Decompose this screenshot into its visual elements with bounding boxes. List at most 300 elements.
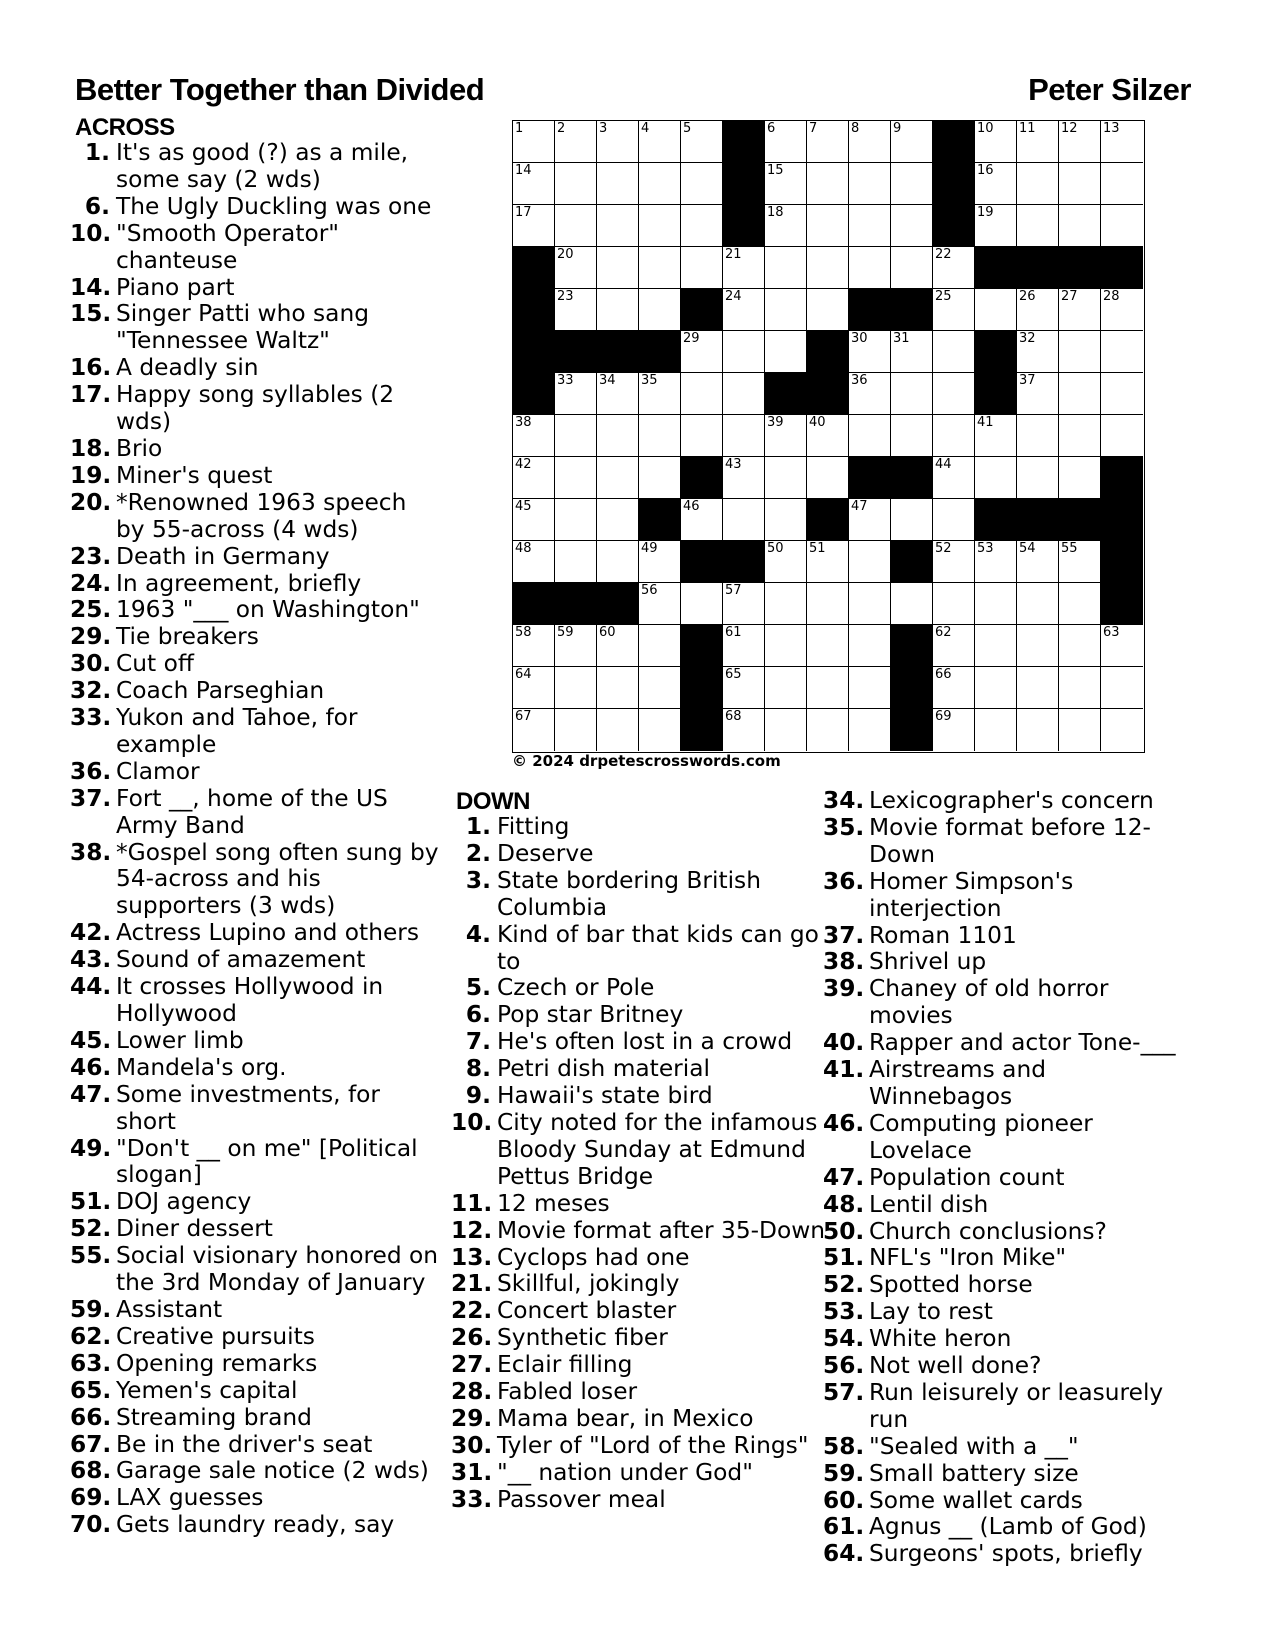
clue-number: 64 . xyxy=(823,1541,863,1568)
cell-number: 16 xyxy=(977,163,994,178)
clue-item xyxy=(451,1298,831,1325)
grid-cell[interactable] xyxy=(639,583,681,625)
grid-cell[interactable] xyxy=(765,331,807,373)
grid-block xyxy=(975,499,1017,541)
grid-cell[interactable] xyxy=(1101,373,1143,415)
grid-cell[interactable] xyxy=(597,121,639,163)
grid-cell[interactable] xyxy=(807,541,849,583)
cell-number: 45 xyxy=(515,499,532,514)
grid-cell[interactable] xyxy=(933,499,975,541)
grid-cell[interactable] xyxy=(639,121,681,163)
grid-cell[interactable] xyxy=(639,457,681,499)
grid-block xyxy=(891,541,933,583)
grid-cell[interactable] xyxy=(555,541,597,583)
grid-cell[interactable] xyxy=(681,163,723,205)
clue-item xyxy=(451,1433,831,1460)
grid-cell[interactable] xyxy=(975,667,1017,709)
grid-cell[interactable] xyxy=(1059,583,1101,625)
cell-number: 58 xyxy=(515,625,532,640)
cell-number: 5 xyxy=(683,121,692,136)
grid-cell[interactable] xyxy=(1101,625,1143,667)
clue-text: "Sealed with a __" xyxy=(869,1432,1079,1460)
grid-cell[interactable] xyxy=(975,457,1017,499)
clue-text: Lentil dish xyxy=(869,1190,989,1218)
grid-cell[interactable] xyxy=(1059,457,1101,499)
grid-cell[interactable] xyxy=(849,625,891,667)
grid-cell[interactable] xyxy=(555,625,597,667)
grid-cell[interactable] xyxy=(849,709,891,751)
grid-cell[interactable] xyxy=(555,373,597,415)
grid-cell[interactable] xyxy=(681,331,723,373)
clue-number: 61 . xyxy=(823,1514,863,1541)
grid-cell[interactable] xyxy=(765,625,807,667)
cell-number: 69 xyxy=(935,709,952,724)
clue-item xyxy=(823,1057,1193,1111)
grid-cell[interactable] xyxy=(513,205,555,247)
grid-cell[interactable] xyxy=(723,331,765,373)
grid-cell[interactable] xyxy=(1017,625,1059,667)
grid-cell[interactable] xyxy=(597,373,639,415)
grid-cell[interactable] xyxy=(1017,121,1059,163)
cell-number: 23 xyxy=(557,289,574,304)
clue-item xyxy=(823,1461,1193,1488)
grid-cell[interactable] xyxy=(849,163,891,205)
grid-cell[interactable] xyxy=(1059,289,1101,331)
clue-number: 60 . xyxy=(823,1488,863,1515)
cell-number: 60 xyxy=(599,625,616,640)
grid-cell[interactable] xyxy=(597,541,639,583)
grid-cell[interactable] xyxy=(723,415,765,457)
grid-cell[interactable] xyxy=(681,373,723,415)
grid-cell[interactable] xyxy=(849,583,891,625)
grid-cell[interactable] xyxy=(555,247,597,289)
clue-number: 41 . xyxy=(823,1057,863,1111)
clue-text: LAX guesses xyxy=(116,1484,264,1512)
grid-cell[interactable] xyxy=(723,583,765,625)
grid-cell[interactable] xyxy=(555,709,597,751)
grid-cell[interactable] xyxy=(849,247,891,289)
clue-text: Creative pursuits xyxy=(116,1322,315,1350)
grid-cell[interactable] xyxy=(807,415,849,457)
grid-cell[interactable] xyxy=(1059,331,1101,373)
grid-cell[interactable] xyxy=(555,499,597,541)
grid-block xyxy=(933,163,975,205)
clue-item xyxy=(823,1030,1193,1057)
clue-item xyxy=(451,1218,831,1245)
grid-cell[interactable] xyxy=(1017,457,1059,499)
cell-number: 7 xyxy=(809,121,818,136)
crossword-grid[interactable] xyxy=(512,120,1145,753)
grid-cell[interactable] xyxy=(849,205,891,247)
grid-cell[interactable] xyxy=(555,667,597,709)
grid-cell[interactable] xyxy=(933,373,975,415)
grid-cell[interactable] xyxy=(597,499,639,541)
grid-cell[interactable] xyxy=(513,457,555,499)
grid-cell[interactable] xyxy=(681,121,723,163)
grid-cell[interactable] xyxy=(1017,667,1059,709)
puzzle-author: Peter Silzer xyxy=(1028,72,1191,107)
grid-cell[interactable] xyxy=(555,205,597,247)
grid-cell[interactable] xyxy=(513,541,555,583)
grid-cell[interactable] xyxy=(933,247,975,289)
grid-cell[interactable] xyxy=(597,667,639,709)
clue-text: Lower limb xyxy=(116,1026,244,1054)
clue-item xyxy=(823,1299,1193,1326)
clue-text: "Smooth Operator" chanteuse xyxy=(116,219,340,274)
clue-text: It's as good (?) as a mile, some say (2 wds) xyxy=(116,139,409,193)
grid-cell[interactable] xyxy=(891,163,933,205)
grid-cell[interactable] xyxy=(807,709,849,751)
grid-cell[interactable] xyxy=(597,205,639,247)
grid-block xyxy=(891,457,933,499)
grid-cell[interactable] xyxy=(765,583,807,625)
grid-cell[interactable] xyxy=(597,625,639,667)
clue-number: 33 . xyxy=(70,705,110,759)
grid-cell[interactable] xyxy=(723,373,765,415)
grid-cell[interactable] xyxy=(975,205,1017,247)
clue-text: Clamor xyxy=(116,757,200,785)
grid-cell[interactable] xyxy=(681,247,723,289)
clue-number: 9 . xyxy=(451,1083,491,1110)
grid-block xyxy=(891,667,933,709)
grid-cell[interactable] xyxy=(513,121,555,163)
grid-cell[interactable] xyxy=(1101,205,1143,247)
grid-cell[interactable] xyxy=(639,667,681,709)
grid-cell[interactable] xyxy=(933,541,975,583)
clue-number: 6 . xyxy=(70,194,110,221)
grid-cell[interactable] xyxy=(1101,121,1143,163)
grid-block xyxy=(1101,583,1143,625)
grid-cell[interactable] xyxy=(1017,205,1059,247)
grid-cell[interactable] xyxy=(807,583,849,625)
clue-text: Eclair filling xyxy=(497,1351,633,1379)
clue-number: 5 . xyxy=(451,975,491,1002)
clue-item xyxy=(70,1485,440,1512)
clue-text: Shrivel up xyxy=(869,948,987,976)
grid-cell[interactable] xyxy=(765,709,807,751)
grid-cell[interactable] xyxy=(555,415,597,457)
grid-cell[interactable] xyxy=(723,709,765,751)
clue-number: 54 . xyxy=(823,1326,863,1353)
grid-cell[interactable] xyxy=(891,247,933,289)
clue-text: Synthetic fiber xyxy=(497,1324,668,1352)
grid-cell[interactable] xyxy=(765,457,807,499)
grid-cell[interactable] xyxy=(975,541,1017,583)
grid-cell[interactable] xyxy=(1017,541,1059,583)
grid-cell[interactable] xyxy=(1059,625,1101,667)
grid-cell[interactable] xyxy=(1059,205,1101,247)
grid-cell[interactable] xyxy=(933,709,975,751)
grid-cell[interactable] xyxy=(891,205,933,247)
clue-text: Petri dish material xyxy=(497,1055,710,1083)
clue-number: 37 . xyxy=(823,923,863,950)
grid-cell[interactable] xyxy=(891,499,933,541)
grid-cell[interactable] xyxy=(639,625,681,667)
grid-cell[interactable] xyxy=(723,247,765,289)
grid-cell[interactable] xyxy=(1017,415,1059,457)
clue-item xyxy=(70,705,440,759)
grid-cell[interactable] xyxy=(597,289,639,331)
grid-cell[interactable] xyxy=(1059,541,1101,583)
grid-cell[interactable] xyxy=(975,163,1017,205)
grid-cell[interactable] xyxy=(639,709,681,751)
clue-text: Roman 1101 xyxy=(869,921,1017,949)
grid-cell[interactable] xyxy=(639,247,681,289)
grid-cell[interactable] xyxy=(849,373,891,415)
cell-number: 34 xyxy=(599,373,616,388)
cell-number: 36 xyxy=(851,373,868,388)
grid-cell[interactable] xyxy=(975,583,1017,625)
clue-text: Kind of bar that kids can go to xyxy=(497,920,819,975)
grid-cell[interactable] xyxy=(849,415,891,457)
clue-text: Airstreams and Winnebagos xyxy=(869,1056,1047,1110)
grid-cell[interactable] xyxy=(891,373,933,415)
down-heading: DOWN xyxy=(456,788,530,815)
grid-block xyxy=(513,247,555,289)
grid-cell[interactable] xyxy=(849,331,891,373)
grid-cell[interactable] xyxy=(723,625,765,667)
clue-item xyxy=(823,976,1193,1030)
grid-cell[interactable] xyxy=(765,205,807,247)
clue-number: 35 . xyxy=(823,815,863,869)
clue-item xyxy=(70,651,440,678)
clue-item xyxy=(70,301,440,355)
grid-cell[interactable] xyxy=(807,625,849,667)
clue-number: 18 . xyxy=(70,436,110,463)
grid-cell[interactable] xyxy=(639,541,681,583)
cell-number: 19 xyxy=(977,205,994,220)
grid-cell[interactable] xyxy=(723,457,765,499)
puzzle-title: Better Together than Divided xyxy=(75,72,485,107)
cell-number: 51 xyxy=(809,541,826,556)
grid-cell[interactable] xyxy=(1101,709,1143,751)
cell-number: 8 xyxy=(851,121,860,136)
grid-cell[interactable] xyxy=(597,247,639,289)
grid-cell[interactable] xyxy=(681,415,723,457)
grid-cell[interactable] xyxy=(639,163,681,205)
grid-cell[interactable] xyxy=(597,457,639,499)
grid-block xyxy=(555,583,597,625)
grid-cell[interactable] xyxy=(975,121,1017,163)
grid-cell[interactable] xyxy=(891,121,933,163)
clue-number: 39 . xyxy=(823,976,863,1030)
clue-number: 43 . xyxy=(70,947,110,974)
grid-cell[interactable] xyxy=(975,625,1017,667)
grid-cell[interactable] xyxy=(933,667,975,709)
grid-cell[interactable] xyxy=(1017,373,1059,415)
grid-cell[interactable] xyxy=(933,415,975,457)
clue-text: Homer Simpson's interjection xyxy=(869,867,1074,922)
grid-block xyxy=(555,331,597,373)
clue-number: 48 . xyxy=(823,1192,863,1219)
grid-cell[interactable] xyxy=(807,457,849,499)
grid-cell[interactable] xyxy=(975,289,1017,331)
grid-cell[interactable] xyxy=(513,667,555,709)
grid-cell[interactable] xyxy=(1059,373,1101,415)
grid-cell[interactable] xyxy=(555,289,597,331)
grid-cell[interactable] xyxy=(1101,667,1143,709)
grid-block xyxy=(723,121,765,163)
cell-number: 54 xyxy=(1019,541,1036,556)
cell-number: 44 xyxy=(935,457,952,472)
grid-cell[interactable] xyxy=(807,667,849,709)
grid-cell[interactable] xyxy=(765,289,807,331)
grid-cell[interactable] xyxy=(933,331,975,373)
cell-number: 55 xyxy=(1061,541,1078,556)
clue-item xyxy=(70,1028,440,1055)
clue-number: 15 . xyxy=(70,301,110,355)
grid-cell[interactable] xyxy=(513,163,555,205)
grid-cell[interactable] xyxy=(555,457,597,499)
clue-text: Hawaii's state bird xyxy=(497,1082,713,1110)
grid-cell[interactable] xyxy=(1059,163,1101,205)
clue-item xyxy=(823,1245,1193,1272)
clue-text: Pop star Britney xyxy=(497,1001,684,1029)
clue-item xyxy=(451,1406,831,1433)
grid-cell[interactable] xyxy=(1101,163,1143,205)
clue-item xyxy=(451,1083,831,1110)
grid-cell[interactable] xyxy=(933,289,975,331)
grid-cell[interactable] xyxy=(639,373,681,415)
clue-number: 8 . xyxy=(451,1056,491,1083)
grid-cell[interactable] xyxy=(513,709,555,751)
cell-number: 32 xyxy=(1019,331,1036,346)
grid-cell[interactable] xyxy=(1017,331,1059,373)
clue-text: Some investments, for short xyxy=(116,1080,381,1135)
cell-number: 15 xyxy=(767,163,784,178)
clue-item xyxy=(451,1191,831,1218)
grid-cell[interactable] xyxy=(1101,331,1143,373)
grid-cell[interactable] xyxy=(513,415,555,457)
grid-block xyxy=(1017,499,1059,541)
grid-cell[interactable] xyxy=(513,625,555,667)
cell-number: 41 xyxy=(977,415,994,430)
grid-cell[interactable] xyxy=(765,541,807,583)
clue-number: 49 . xyxy=(70,1136,110,1190)
clue-number: 13 . xyxy=(451,1245,491,1272)
grid-cell[interactable] xyxy=(597,709,639,751)
grid-cell[interactable] xyxy=(765,163,807,205)
grid-cell[interactable] xyxy=(1059,709,1101,751)
grid-cell[interactable] xyxy=(933,625,975,667)
grid-cell[interactable] xyxy=(891,415,933,457)
grid-cell[interactable] xyxy=(765,247,807,289)
grid-cell[interactable] xyxy=(597,163,639,205)
grid-cell[interactable] xyxy=(933,457,975,499)
grid-cell[interactable] xyxy=(723,289,765,331)
grid-cell[interactable] xyxy=(681,499,723,541)
grid-cell[interactable] xyxy=(807,289,849,331)
grid-cell[interactable] xyxy=(765,499,807,541)
clue-number: 23 . xyxy=(70,544,110,571)
grid-cell[interactable] xyxy=(975,709,1017,751)
clue-number: 14 . xyxy=(70,275,110,302)
clue-item xyxy=(451,868,831,922)
grid-cell[interactable] xyxy=(891,331,933,373)
clue-text: 12 meses xyxy=(497,1189,610,1217)
grid-cell[interactable] xyxy=(807,247,849,289)
grid-cell[interactable] xyxy=(849,541,891,583)
clue-number: 19 . xyxy=(70,463,110,490)
grid-cell[interactable] xyxy=(723,667,765,709)
grid-cell[interactable] xyxy=(513,499,555,541)
grid-cell[interactable] xyxy=(555,163,597,205)
clue-number: 30 . xyxy=(70,651,110,678)
grid-block xyxy=(513,583,555,625)
cell-number: 57 xyxy=(725,583,742,598)
grid-block xyxy=(681,625,723,667)
clue-item xyxy=(451,814,831,841)
grid-cell[interactable] xyxy=(639,415,681,457)
grid-cell[interactable] xyxy=(933,583,975,625)
grid-cell[interactable] xyxy=(1017,709,1059,751)
cell-number: 1 xyxy=(515,121,524,136)
grid-block xyxy=(849,457,891,499)
grid-cell[interactable] xyxy=(807,121,849,163)
clue-item xyxy=(70,1297,440,1324)
grid-cell[interactable] xyxy=(765,415,807,457)
grid-cell[interactable] xyxy=(1101,415,1143,457)
grid-cell[interactable] xyxy=(1059,667,1101,709)
copyright-notice: © 2024 drpetescrosswords.com xyxy=(512,752,781,770)
clue-text: Brio xyxy=(116,434,163,462)
grid-cell[interactable] xyxy=(639,205,681,247)
grid-cell[interactable] xyxy=(1101,289,1143,331)
clue-item xyxy=(70,1351,440,1378)
clue-text: Skillful, jokingly xyxy=(497,1270,680,1298)
cell-number: 61 xyxy=(725,625,742,640)
grid-cell[interactable] xyxy=(849,121,891,163)
grid-cell[interactable] xyxy=(1059,121,1101,163)
cell-number: 9 xyxy=(893,121,902,136)
clue-number: 11 . xyxy=(451,1191,491,1218)
grid-cell[interactable] xyxy=(849,667,891,709)
clue-item xyxy=(70,436,440,463)
grid-cell[interactable] xyxy=(555,121,597,163)
grid-cell[interactable] xyxy=(807,163,849,205)
grid-cell[interactable] xyxy=(765,667,807,709)
grid-cell[interactable] xyxy=(807,205,849,247)
clue-text: Lexicographer's concern xyxy=(869,787,1154,814)
grid-cell[interactable] xyxy=(681,583,723,625)
grid-cell[interactable] xyxy=(1017,163,1059,205)
grid-cell[interactable] xyxy=(975,415,1017,457)
clue-text: The Ugly Duckling was one xyxy=(116,192,432,220)
clue-text: Diner dessert xyxy=(116,1215,273,1243)
clue-text: Mandela's org. xyxy=(116,1053,287,1081)
clue-number: 10 . xyxy=(451,1110,491,1191)
grid-cell[interactable] xyxy=(765,121,807,163)
grid-cell[interactable] xyxy=(849,499,891,541)
grid-cell[interactable] xyxy=(723,499,765,541)
clue-text: Tyler of "Lord of the Rings" xyxy=(497,1431,809,1459)
clue-item xyxy=(70,920,440,947)
grid-cell[interactable] xyxy=(1017,289,1059,331)
clue-text: Population count xyxy=(869,1163,1065,1191)
grid-cell[interactable] xyxy=(1017,583,1059,625)
cell-number: 2 xyxy=(557,121,566,136)
clue-item xyxy=(451,922,831,976)
cell-number: 48 xyxy=(515,541,532,556)
clue-number: 59 . xyxy=(70,1297,110,1324)
grid-cell[interactable] xyxy=(681,205,723,247)
grid-cell[interactable] xyxy=(891,583,933,625)
clue-number: 66 . xyxy=(70,1405,110,1432)
grid-cell[interactable] xyxy=(597,415,639,457)
grid-cell[interactable] xyxy=(639,289,681,331)
clue-text: *Gospel song often sung by 54-across and his supporters (3 wds) xyxy=(116,838,439,920)
grid-cell[interactable] xyxy=(1059,415,1101,457)
